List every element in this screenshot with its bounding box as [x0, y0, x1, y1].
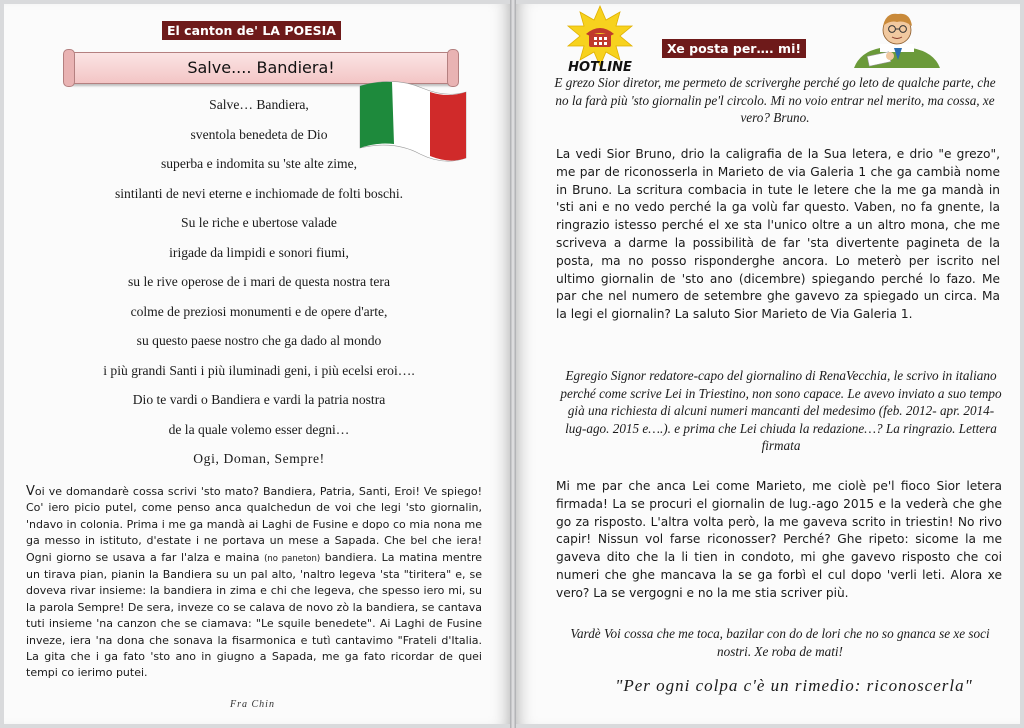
reader-letter-bruno: E grezo Sior diretor, me permeto de scriverghe perché go leto de qualche parte, che no la farà più 'sto giornalin pe'l circolo. Mi no voio entrar nel merito, ma cossa, xe vero? Bruno. [554, 75, 996, 125]
commentary-text-2: bandiera. La matina mentre un tirava pian, pianin la Bandiera su un pal alto, 'naltro legeva 'sta "tiritera" e, se doveva rivar insieme: la bandiera in zima e chi che legeva, che spesso iero mi, su la parola Sempre! De sera, inveze co se calava de novo zò la bandiera, se cantava tuti insieme 'na canzon che se ciamava: "Le squile benedete". Ai Laghi de Fusine inveze, iera 'na dona che sonava la fisarmonica e tutì cantavimo "Frateli d'Italia. La gita che i ga fato 'sto ano in giugno a Sapada, me ga fato ricordar de quei tempi co ierimo putei. [26, 550, 482, 680]
poem-line: sintilanti de nevi eterne e inchiomade de folti boschi. [114, 185, 404, 201]
poem-line: su le rive operose de i mari de questa nostra tera [128, 274, 390, 289]
reply-to-bruno: La vedi Sior Bruno, drio la caligrafia de la Sua letera, e drio "e grezo", me par de riconosserla in Marieto de via Galeria 1 che ga cambià nome in Bruno. La scritura combacia in tute le letere che la me ga mandà in 'sti ani e no vedo perché la ga volù far questo. Vaben, no fa gnente, la ringrazio istesso perché el xe sta l'unico oltre a un altro mona, che me scriveva a darme la possibilità de far 'sta divertente pagineta de la posta, ma no posso risponderghe ancora. Lo meterò per iscrito nel ultimo giornalin de 'sto ano (dicembre) spiegando perché lo fazo. Me par che nel numero de setembre ghe gavevo za spiegado un circa. Ma la legi el giornalin? La saluto Sior Marieto de Via Galeria 1. [556, 147, 1000, 322]
hotline-telephone-icon [562, 4, 638, 74]
poem-line: colme de preziosi monumenti e de opere d'arte, [130, 303, 388, 319]
poem-line: superba e indomita su 'ste alte zime, [160, 156, 358, 171]
poem-line: Ogi, Doman, Sempre! [193, 451, 325, 466]
hotline-label: HOTLINE [568, 60, 632, 74]
commentary-aside: (no paneton) [264, 553, 321, 564]
poem-line: Dio te vardi o Bandiera e vardi la patria nostra [132, 392, 386, 407]
poem-line: Su le riche e ubertose valade [181, 215, 337, 230]
poem-text [44, 90, 474, 474]
reader-letter-renavecchia: Egregio Signor redatore-capo del giornalino di RenaVecchia, le scrivo in italiano perché come scrive Lei in Triestino, non sono capace. Le avevo inviato a suo tempo già una richiesta di alcuni numeri mancanti del medesimo (feb. 2012- apr. 2014- lug-ago. 2015 e….). e prima che Lei chiuda la redazione…? La ringrazio. Lettera firmata [560, 368, 1002, 453]
poem-title: Salve.... Bandiera! [187, 58, 335, 77]
commentary-initial: V [26, 484, 35, 499]
closing-motto: "Per ogni colpa c'è un rimedio: riconoscerla" [615, 676, 973, 695]
author-signature: Fra Chin [230, 699, 275, 710]
poem-line: i più grandi Santi i più iluminadi geni, i più ecelsi eroi…. [103, 362, 415, 378]
reader-cartoon-icon [850, 8, 944, 70]
mail-section-label: Xe posta per…. mi! [662, 39, 806, 58]
poem-line: Salve… Bandiera, [209, 97, 309, 112]
poem-line: su questo paese nostro che ga dado al mondo [136, 333, 382, 348]
right-page [516, 4, 1020, 724]
poem-line: irigade da limpidi e sonori fiumi, [169, 244, 349, 260]
poetry-section-label: El canton de' LA POESIA [162, 21, 341, 40]
reply-to-signed-letter: Mi me par che anca Lei come Marieto, me ciolè pe'l fioco Sior letera firmada! La se procuri el giornalin de lug.-ago 2015 e la vederà che ghe go za risposto. L'altra volta però, la me gaveva scrito in triestin! No rivo capir! Nissun vol farse riconosser? Perché? Ghe ripeto: sicome la me gaveva dito che la li tien in condoto, mi ghe gavevo risposto che coi numeri che ghe mancava la se ga forbì el cul dopo 'verli leti. Alora xe vero? La se vergogni e no la me stia scriver più. [556, 479, 1002, 600]
poem-commentary [26, 484, 482, 682]
left-page [4, 4, 510, 724]
poem-line: sventola benedeta de Dio [190, 126, 328, 142]
poem-line: de la quale volemo esser degni… [168, 421, 350, 437]
commentary-text-1: oi ve domandarè cossa scrivi 'sto mato? Bandiera, Patria, Santi, Eroi! Ve spiego! Co' iero picio putel, come penso anca qualchedun de voi che legi 'sto giornalin, 'ndavo in colonia. Prima i me ga mandà ai Laghi de Fusine e dopo co mia nona me ga messo in istituto, d'estate i ne portava un mese a Sapada. Che bel che iera! Ogni giorno se usava a far l'alza e maina [26, 485, 482, 564]
closing-remark: Vardè Voi cossa che me toca, bazilar con do de lori che no so gnanca se xe soci nostri. Xe roba de mati! [570, 626, 990, 659]
